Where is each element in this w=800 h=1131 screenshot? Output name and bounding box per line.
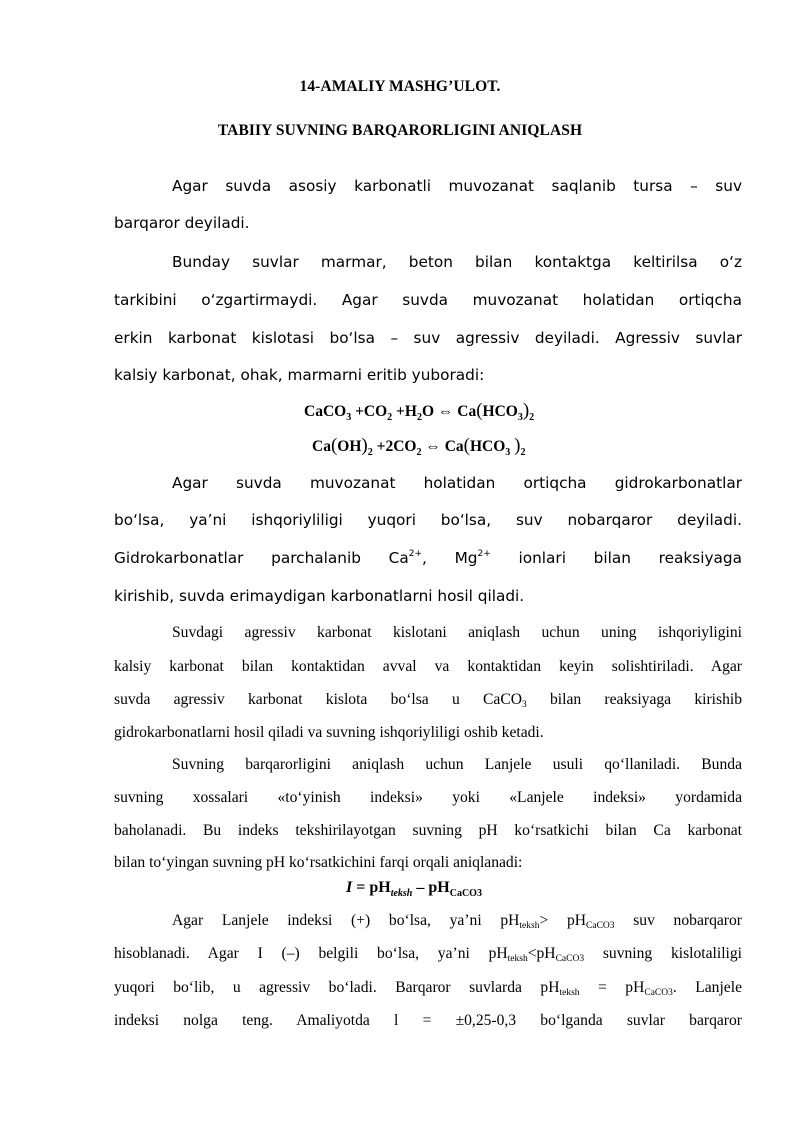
para4-line2: kalsiy karbonat bilan kontaktidan avval va kontaktidan keyin solishtiriladi. Agar xyxy=(114,658,742,675)
para3-line4: kirishib, suvda erimaydigan karbonatlarni hosil qiladi. xyxy=(114,587,525,605)
equation-1: CaCO$_3$ $+CO_2 +H_2O$ ⇔ $Ca(HCO_3)_2$ xyxy=(304,400,535,423)
para5-line1: Suvning barqarorligini aniqlash uchun Lanjele usuli qo‘llaniladi. Bunda xyxy=(172,756,742,773)
para1-line1: Agar suvda asosiy karbonatli muvozanat saqlanib tursa – suv xyxy=(172,177,742,195)
equation-2: $Ca(OH)_2 +2CO_2$ ⇔ $Ca(HCO_3$ )$_2$ xyxy=(312,435,526,458)
para2-line4: kalsiy karbonat, ohak, marmarni eritib yuboradi: xyxy=(114,366,485,384)
para4-line3: suvda agressiv karbonat kislota bo‘lsa u CaCO$_3$ bilan reaksiyaga kirishib xyxy=(114,691,742,710)
para6-line2: hisoblanadi. Agar I (–) belgili bo‘lsa, ya’ni $pH_{teksh}<pH_{CaCO3}$ suvning kislotaliligi xyxy=(114,945,742,964)
para2-line2: tarkibini o‘zgartirmaydi. Agar suvda muvozanat holatidan ortiqcha xyxy=(114,291,742,309)
page-title: 14-AMALIY MASHG’ULOT. xyxy=(299,78,501,95)
para2-line3: erkin karbonat kislotasi bo‘lsa – suv agressiv deyiladi. Agressiv suvlar xyxy=(114,329,742,347)
para3-line2: bo‘lsa, ya’ni ishqoriyliligi yuqori bo‘lsa, suv nobarqaror deyiladi. xyxy=(114,511,742,529)
para3-line3: Gidrokarbonatlar parchalanib $Ca^{2+}$, $Mg^{2+}$ ionlari bilan reaksiyaga xyxy=(114,549,743,567)
para1-line2: barqaror deyiladi. xyxy=(114,214,250,232)
para4-line1: Suvdagi agressiv karbonat kislotani aniqlash uchun uning ishqoriyligini xyxy=(172,624,742,641)
para6-line1: Agar Lanjele indeksi (+) bo‘lsa, ya’ni $pH_{teksh}> pH_{CaCO3}$ suv nobarqaror xyxy=(172,912,742,931)
para5-line4: bilan to‘yingan suvning pH ko‘rsatkichini farqi orqali aniqlanadi: xyxy=(114,854,523,871)
para6-line3: yuqori bo‘lib, u agressiv bo‘ladi. Barqaror suvlarda $pH_{teksh} = pH_{CaCO3}$. Lanjele xyxy=(114,979,742,998)
lanjele-formula: $I = pH_{teksh} - pH_{CaCO3}$ xyxy=(346,879,482,899)
page-subtitle: TABIIY SUVNING BARQARORLIGINI ANIQLASH xyxy=(217,122,583,139)
para4-line4: gidrokarbonatlarni hosil qiladi va suvning ishqoriyliligi oshib ketadi. xyxy=(114,724,544,741)
para3-line1: Agar suvda muvozanat holatidan ortiqcha gidrokarbonatlar xyxy=(172,474,742,492)
para5-line3: baholanadi. Bu indeks tekshirilayotgan suvning pH ko‘rsatkichi bilan Ca karbonat xyxy=(114,822,742,839)
para6-line4: indeksi nolga teng. Amaliyotda l = ±0,25-0,3 bo‘lganda suvlar barqaror xyxy=(114,1012,742,1029)
para5-line2: suvning xossalari «to‘yinish indeksi» yoki «Lanjele indeksi» yordamida xyxy=(114,789,742,806)
para2-line1: Bunday suvlar marmar, beton bilan kontaktga keltirilsa o‘z xyxy=(172,253,742,271)
